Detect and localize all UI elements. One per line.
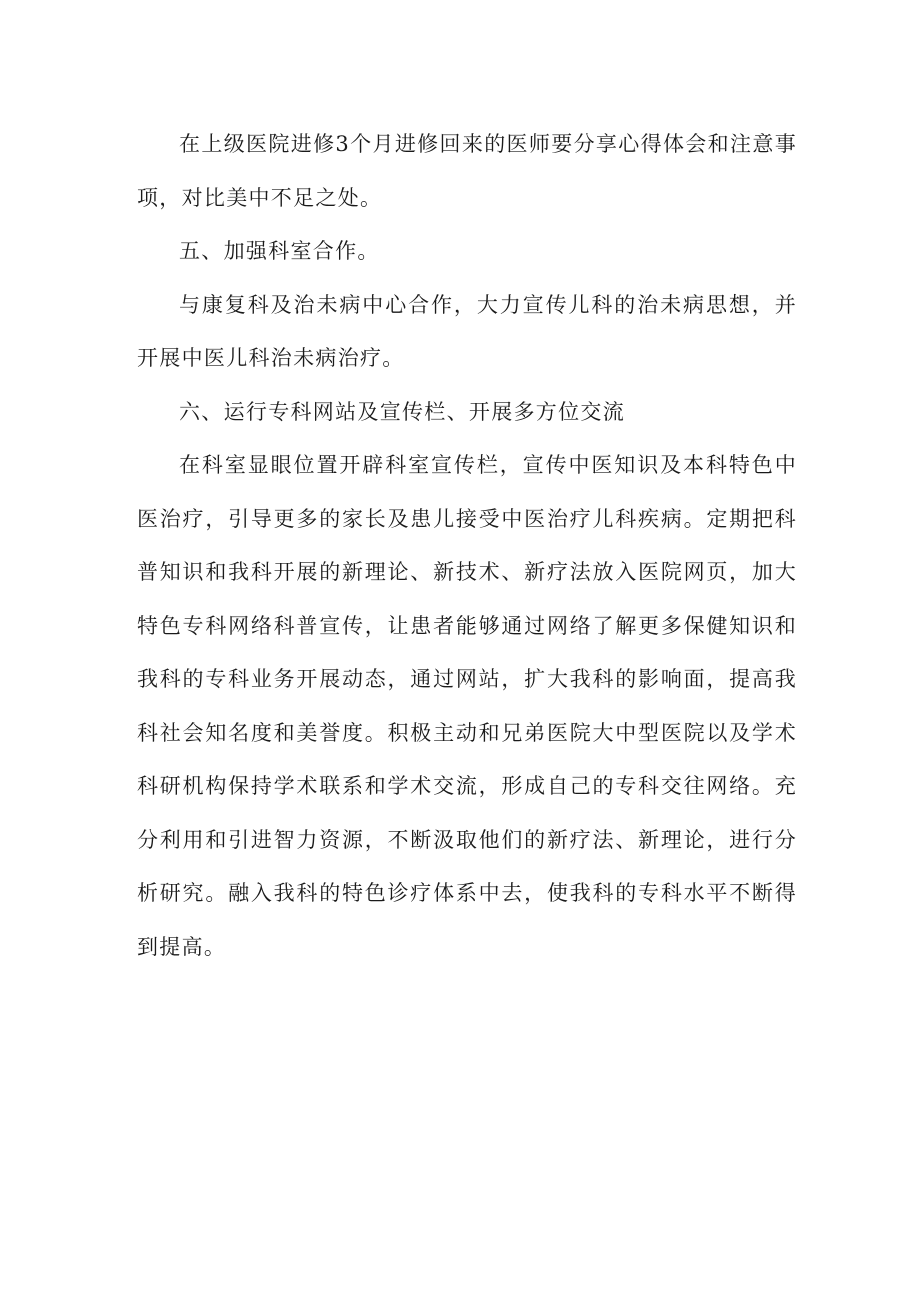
paragraph-training-sharing: 在上级医院进修3个月进修回来的医师要分享心得体会和注意事项，对比美中不足之处。 [137,132,797,210]
heading-website-and-board: 六、运行专科网站及宣传栏、开展多方位交流 [179,399,625,424]
document-body [137,118,797,974]
paragraph-website-and-board: 在科室显眼位置开辟科室宣传栏，宣传中医知识及本科特色中医治疗，引导更多的家长及患儿接受中医治疗儿科疾病。定期把科普知识和我科开展的新理论、新技术、新疗法放入医院网页，加大特色专科网络科普宣传，让患者能够通过网络了解更多保健知识和我科的专科业务开展动态，通过网站，扩大我科的影响面，提高我科社会知名度和美誉度。积极主动和兄弟医院大中型医院以及学术科研机构保持学术联系和学术交流，形成自己的专科交往网络。充分利用和引进智力资源，不断汲取他们的新疗法、新理论，进行分析研究。融入我科的特色诊疗体系中去，使我科的专科水平不断得到提高。 [137,453,797,959]
paragraph-cooperation: 与康复科及治未病中心合作，大力宣传儿科的治未病思想，并开展中医儿科治未病治疗。 [137,292,797,370]
heading-department-cooperation: 五、加强科室合作。 [179,239,380,263]
